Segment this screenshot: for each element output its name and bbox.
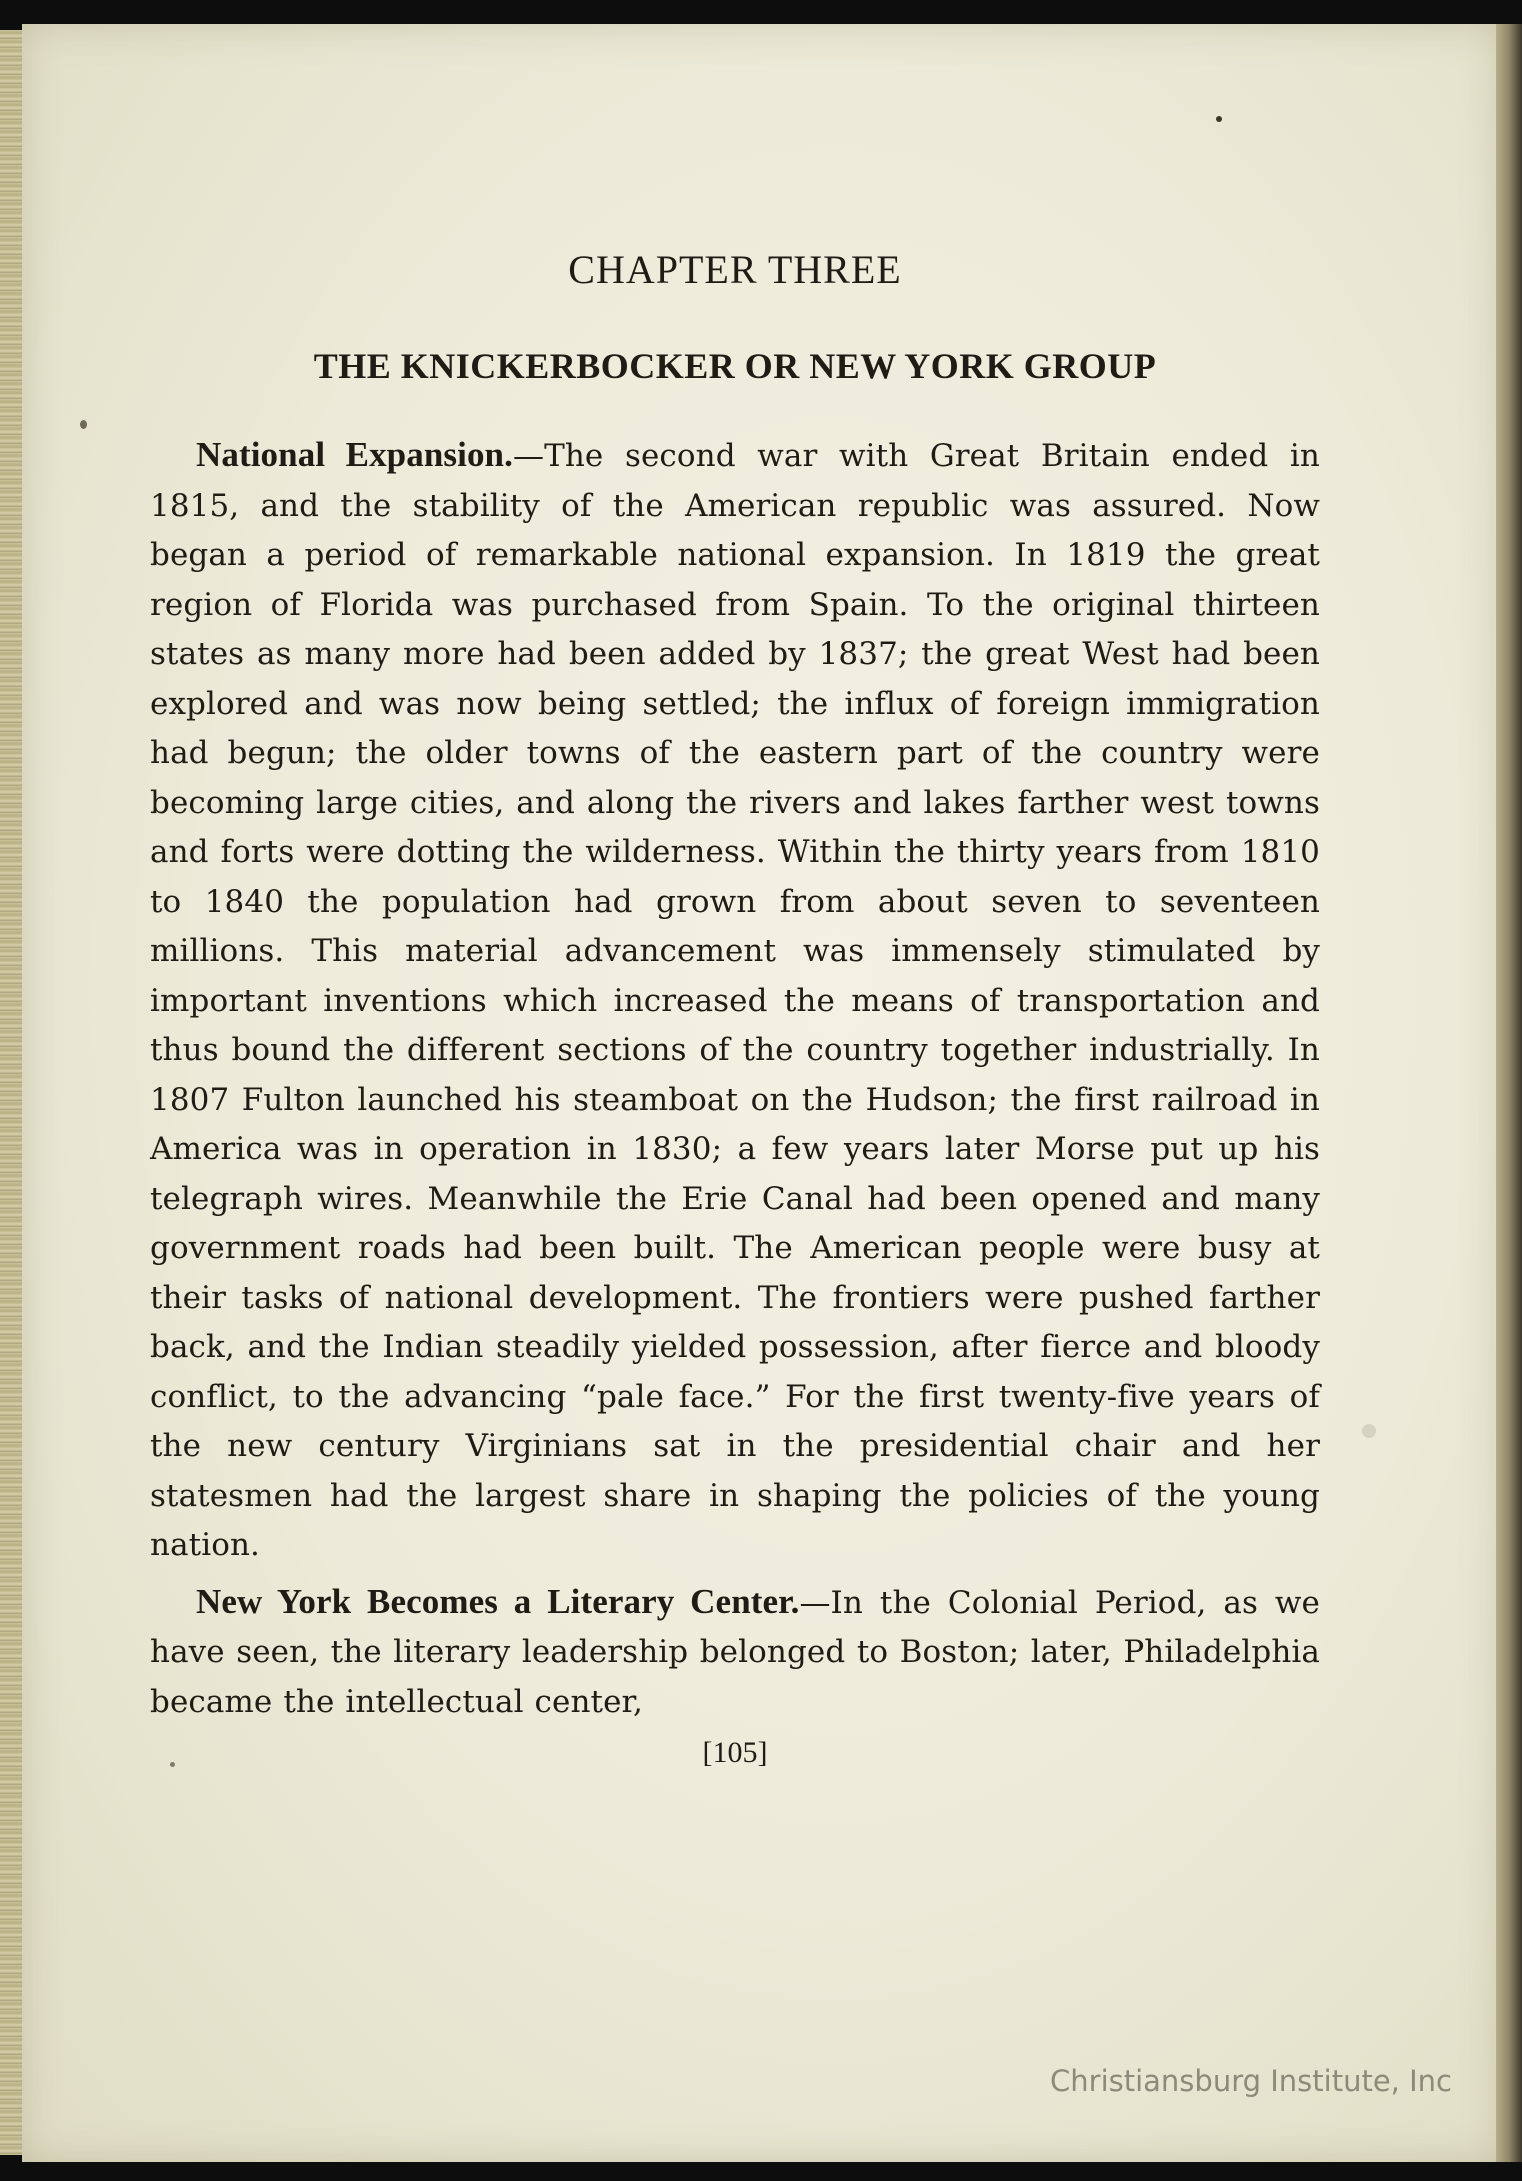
ink-speck	[80, 420, 87, 429]
smudge	[1362, 1424, 1376, 1438]
paragraph-lead: National Expansion.	[196, 435, 513, 474]
paragraph-new-york-literary-center	[150, 1577, 1320, 1728]
chapter-heading: CHAPTER THREE	[568, 247, 902, 292]
watermark: Christiansburg Institute, Inc	[1050, 2064, 1452, 2098]
paragraph-national-expansion	[150, 430, 1320, 1571]
page-text-column	[150, 247, 1321, 1772]
page-right-edge	[1496, 24, 1522, 2162]
page-number: [105]	[702, 1736, 768, 1769]
paragraph-body: —In the Colonial Period, as we have seen, the literary leadership belonged to Boston; later, Philadelphia became the intellectual center,	[150, 1584, 1321, 1720]
ink-speck	[1216, 116, 1222, 122]
paragraph-body: —The second war with Great Britain ended in 1815, and the stability of the American republic was assured. Now began a period of remarkable national expansion. In 1819 the great region of Florida was purchased from Spain. To the original thirteen states as many more had been added by 1837; the great West had been explored and was now being settled; the influx of foreign immigration had begun; the older towns of the eastern part of the country were becoming large cities, and along the rivers and lakes farther west towns and forts were dotting the wilderness. Within the thirty years from 1810 to 1840 the population had grown from about seven to seventeen millions. This material advancement was immensely stimulated by important inventions which increased the means of transportation and thus bound the different sections of the country together industrially. In 1807 Fulton launched his steamboat on the Hudson; the first railroad in America was in operation in 1830; a few years later Morse put up his telegraph wires. Meanwhile the Erie Canal had been opened and many government roads had been built. The American people were busy at their tasks of national development. The frontiers were pushed farther back, and the Indian steadily yielded possession, after fierce and bloody conflict, to the advancing “pale face.” For the first twenty-five years of the new century Virginians sat in the presidential chair and her statesmen had the largest share in shaping the policies of the young nation.	[150, 438, 1320, 1563]
chapter-title: THE KNICKERBOCKER OR NEW YORK GROUP	[313, 346, 1157, 386]
paragraph-lead: New York Becomes a Literary Center.	[196, 1581, 800, 1621]
